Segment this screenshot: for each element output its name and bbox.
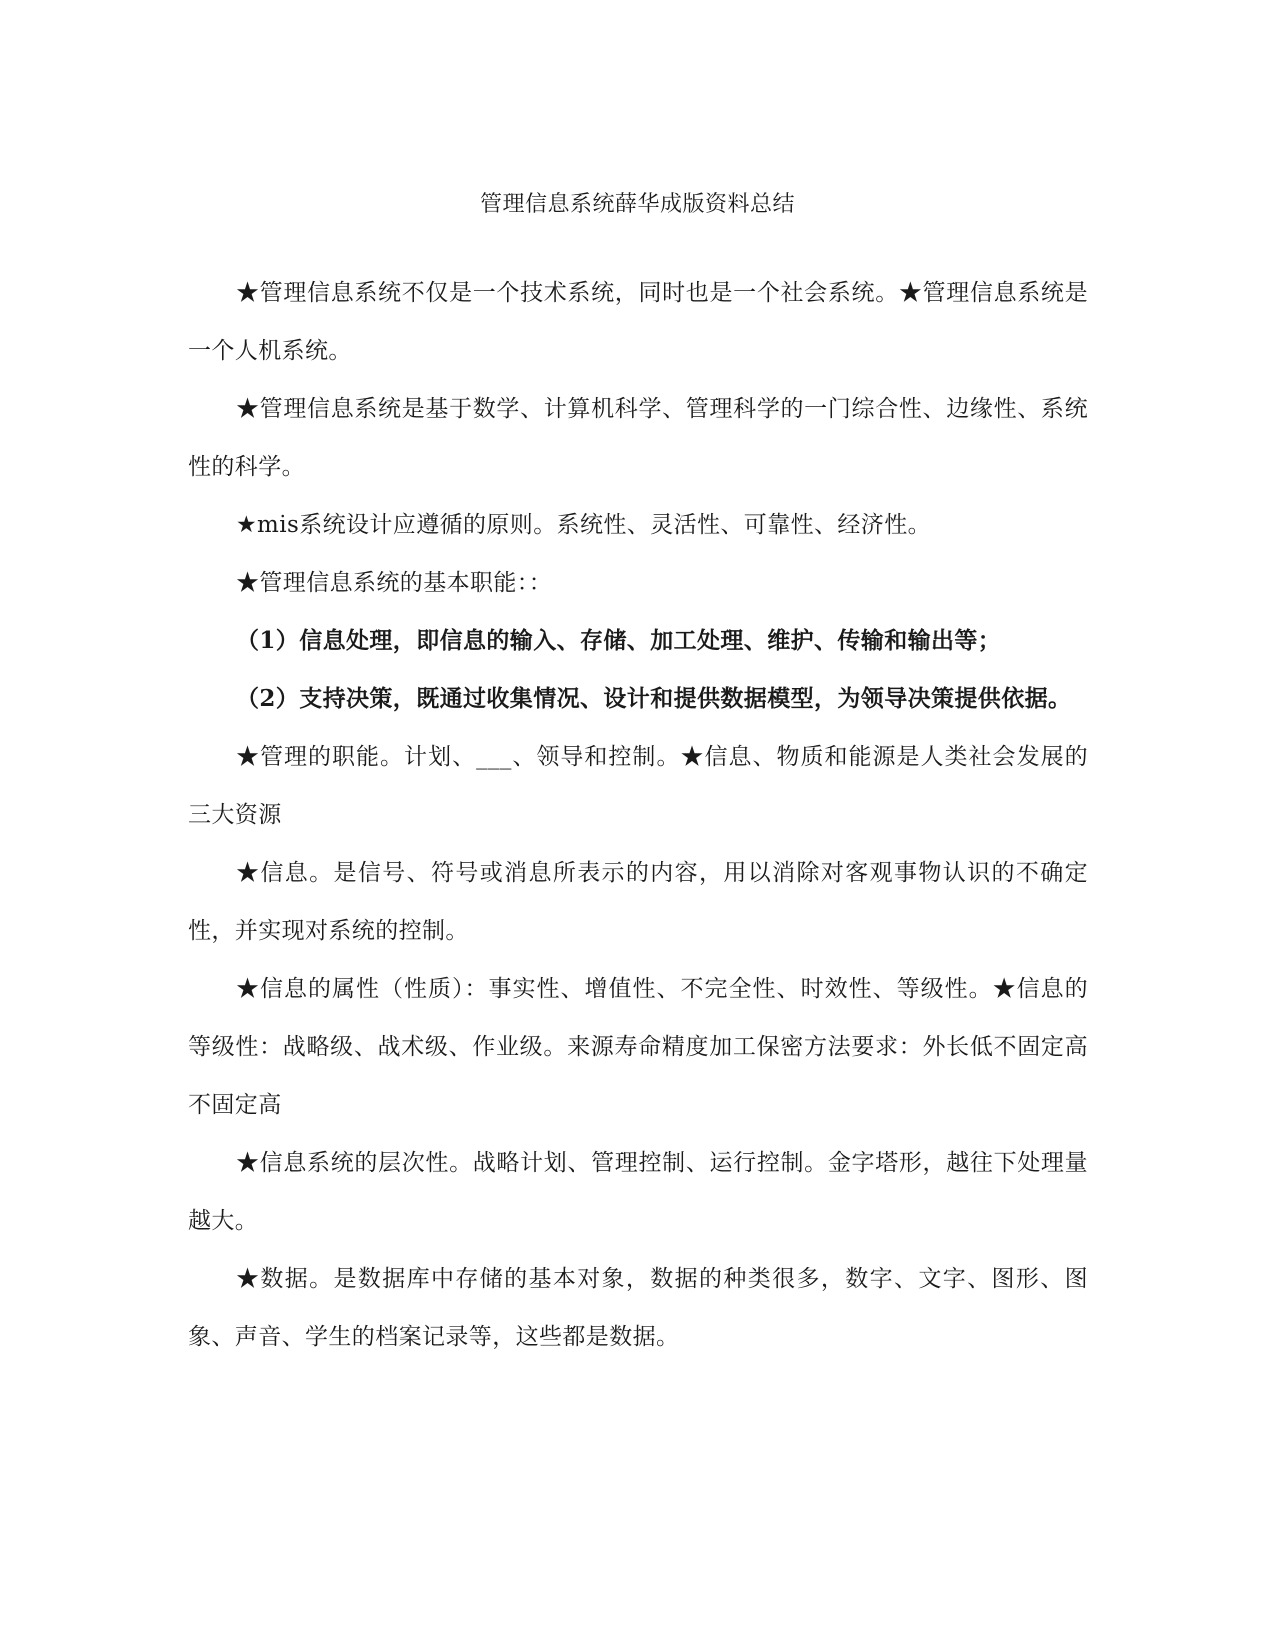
- document-title: 管理信息系统薛华成版资料总结: [479, 192, 795, 217]
- paragraph-information-definition: ★信息。是信号、符号或消息所表示的内容，用以消除对客观事物认识的不确定性，并实现对系统的控制。: [188, 860, 1088, 944]
- paragraph-mis-social-system: ★管理信息系统不仅是一个技术系统，同时也是一个社会系统。★管理信息系统是一个人机系统。: [188, 280, 1088, 364]
- paragraph-information-attributes: ★信息的属性（性质）：事实性、增值性、不完全性、时效性、等级性。★信息的等级性：战略级、战术级、作业级。来源寿命精度加工保密方法要求：外长低不固定高不固定高: [188, 976, 1088, 1118]
- paragraph-function-info-processing: （1）信息处理，即信息的输入、存储、加工处理、维护、传输和输出等；: [236, 627, 1002, 654]
- paragraph-management-functions: ★管理的职能。计划、___、领导和控制。★信息、物质和能源是人类社会发展的三大资源: [188, 744, 1088, 828]
- paragraph-mis-design-principles: ★mis系统设计应遵循的原则。系统性、灵活性、可靠性、经济性。: [236, 512, 931, 538]
- paragraph-system-hierarchy: ★信息系统的层次性。战略计划、管理控制、运行控制。金字塔形，越往下处理量越大。: [188, 1150, 1088, 1234]
- paragraph-mis-discipline: ★管理信息系统是基于数学、计算机科学、管理科学的一门综合性、边缘性、系统性的科学。: [188, 396, 1088, 480]
- paragraph-mis-basic-functions: ★管理信息系统的基本职能：：: [236, 570, 553, 596]
- document-body: [188, 264, 1088, 1366]
- paragraph-function-decision-support: （2）支持决策，既通过收集情况、设计和提供数据模型，为领导决策提供依据。: [236, 685, 1072, 712]
- paragraph-data-definition: ★数据。是数据库中存储的基本对象，数据的种类很多，数字、文字、图形、图象、声音、学生的档案记录等，这些都是数据。: [188, 1266, 1088, 1350]
